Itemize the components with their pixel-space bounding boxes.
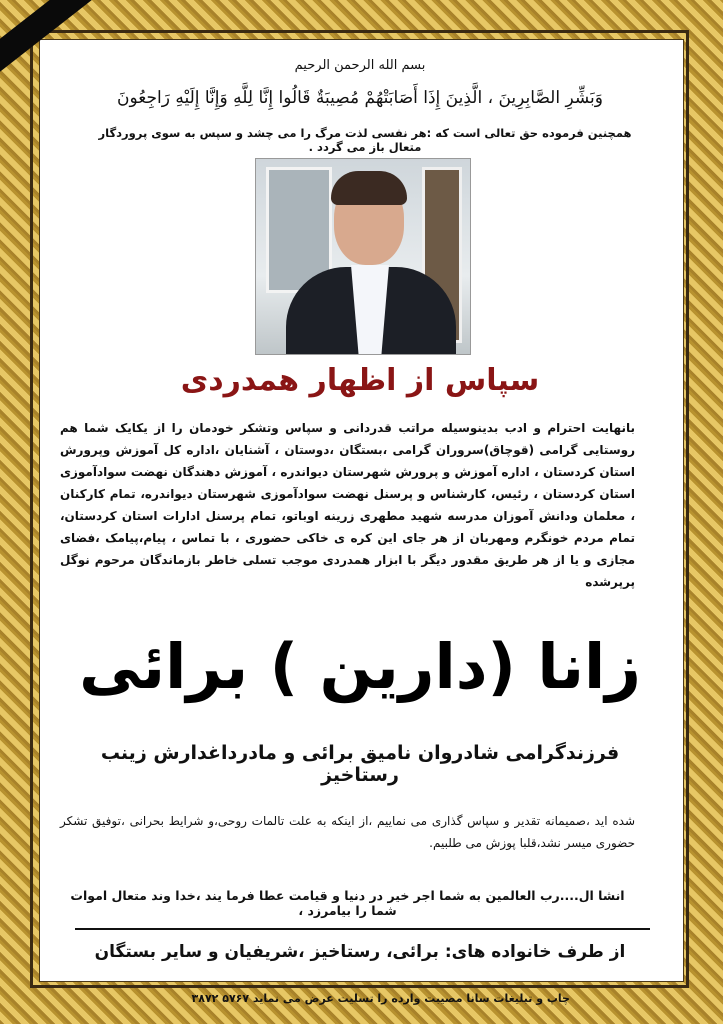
apology-text: شده اید ،صمیمانه تقدیر و سپاس گذاری می نماییم ،از اینکه به علت تالمات روحی،و شرایط بحرانی ،توفیق تشکر حضوری میسر نشد،قلبا پوزش می طلبیم. [60,814,635,850]
quran-verse: وَبَشِّرِ الصَّابِرِينَ ، الَّذِينَ إِذَا أَصَابَتْهُمْ مُصِيبَةٌ قَالُوا إِنَّا لِلَّهِ وَإِنَّا إِلَيْهِ رَاجِعُونَ [117,88,603,108]
hadith-line: همچنین فرموده حق تعالی است که :هر نفسی لذت مرگ را می چشد و سپس به سوی پروردگار متعال باز می گردد . [98,126,632,154]
divider [75,928,650,930]
deceased-name: زانا (دارین ) برائی [79,630,641,703]
lineage-line: فرزندگرامی شادروان نامیق برائی و مادرداغدارش زینب رستاخیز [100,742,620,786]
prayer-line: انشا ال....رب العالمین به شما اجر خیر در دنیا و قیامت عطا فرما یند ،خدا وند متعال اموات شما را بیامرزد ، [70,888,625,918]
thanks-body-text: بانهایت احترام و ادب بدینوسیله مراتب قدردانی و سپاس وتشکر خودمان را از یکایک شما هم روستایی گرامی (قوچاق)سروران گرامی ،بستگان ،دوستان ، آشنایان ،اداره کل آموزش وپرورش استان کردستان ، اداره آموزش و پرورش شهرستان دیواندره ، آموزش دهندگان نهضت سوادآموزی استان کردستان ، رئیس، کارشناس و پرسنل نهضت سوادآموزی شهرستان دیواندره، تمام کارکنان ، معلمان ودانش آموزان مدرسه شهید مطهری زرینه اوباتو، تمام پرسنل ادارات استان کردستان، تمام مردم خونگرم ومهربان از هر جای این کره ی خاکی حضوری ، با تماس ، پیام،پیامک ،فضای مجازی و یا از هر طریق مقدور دیگر با ابزار همدردی موجب تسلی خاطر بازماندگان مرحوم نوگل پرپرشده [60,421,635,589]
notice-title: سپاس از اظهار همدردی [180,363,540,398]
family-signature: از طرف خانواده های: برائی، رستاخیز ،شریفیان و سایر بستگان [94,942,626,962]
bismillah: بسم الله الرحمن الرحيم [294,58,426,73]
deceased-photo [255,158,471,355]
printer-footer: چاپ و تبلیغات سانا مصیبت وارده را تسلیت عرض می نماید ۵۷۶۷ ۳۸۷۲ [191,992,570,1005]
